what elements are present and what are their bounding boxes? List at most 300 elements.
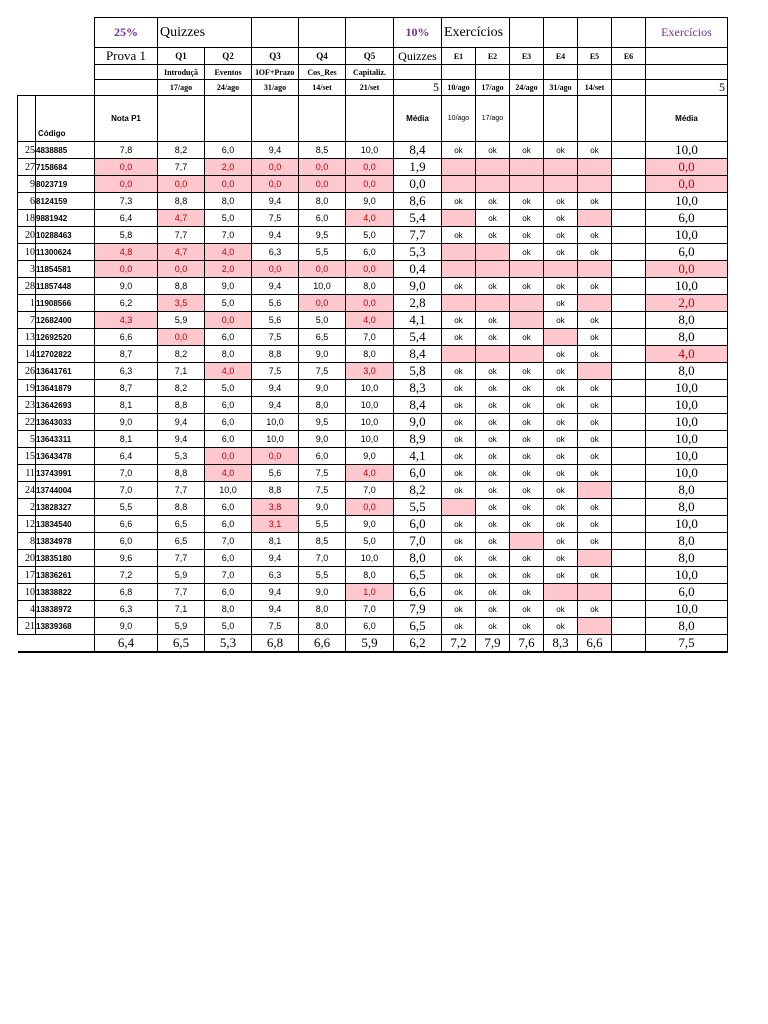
- e1-label: E1: [442, 48, 476, 65]
- quiz-grade: 0,0: [205, 448, 252, 465]
- exercise-average: 8,0: [646, 533, 728, 550]
- student-code: 12692520: [36, 329, 95, 346]
- quiz-grade: 6,0: [205, 550, 252, 567]
- quiz-grade: 8,0: [299, 397, 346, 414]
- exercise-status: ok: [544, 516, 578, 533]
- student-code: 13834978: [36, 533, 95, 550]
- exercise-status: [510, 346, 544, 363]
- quiz-grade: 8,8: [158, 193, 205, 210]
- blank: [346, 96, 394, 142]
- exercise-status-e6: [612, 176, 646, 193]
- quiz-grade: 0,0: [299, 261, 346, 278]
- quiz-grade: 1,0: [346, 584, 394, 601]
- student-code: 13743991: [36, 465, 95, 482]
- blank: [510, 96, 544, 142]
- exercise-status-e6: [612, 142, 646, 159]
- blank: [544, 65, 578, 80]
- prova1-grade: 0,0: [95, 261, 158, 278]
- quiz-grade: 5,0: [205, 210, 252, 227]
- table-row: [18, 414, 728, 431]
- exercise-status: [476, 261, 510, 278]
- exercise-status: ok: [544, 193, 578, 210]
- blank: [612, 80, 646, 96]
- student-code: 13835180: [36, 550, 95, 567]
- quiz-grade: 7,0: [346, 329, 394, 346]
- blank: [36, 48, 95, 65]
- exercise-status: [544, 261, 578, 278]
- quiz-grade: 9,5: [299, 414, 346, 431]
- exercise-status: ok: [544, 397, 578, 414]
- exercise-status-e6: [612, 516, 646, 533]
- quiz-average: 4,1: [394, 448, 442, 465]
- header-blank: [252, 18, 299, 48]
- exercise-status: ok: [544, 210, 578, 227]
- quiz-grade: 9,0: [346, 193, 394, 210]
- exercise-status: ok: [476, 448, 510, 465]
- q1-topic: Introduçã: [158, 65, 205, 80]
- exercise-status: ok: [544, 601, 578, 618]
- quiz-grade: 6,0: [346, 244, 394, 261]
- quiz-grade: 0,0: [158, 176, 205, 193]
- exercise-status: [442, 499, 476, 516]
- quiz-grade: 7,0: [205, 567, 252, 584]
- exercise-status: ok: [544, 278, 578, 295]
- exercise-status: ok: [476, 550, 510, 567]
- quiz-grade: 10,0: [346, 431, 394, 448]
- exercise-status: ok: [578, 397, 612, 414]
- quiz-grade: 0,0: [158, 329, 205, 346]
- quiz-average: 9,0: [394, 278, 442, 295]
- quiz-grade: 8,0: [299, 618, 346, 635]
- quiz-grade: 6,3: [252, 244, 299, 261]
- quiz-grade: 10,0: [346, 380, 394, 397]
- quiz-grade: 10,0: [252, 431, 299, 448]
- quiz-grade: 7,0: [205, 227, 252, 244]
- prova1-grade: 9,0: [95, 618, 158, 635]
- blank: [18, 96, 36, 142]
- quiz-grade: 8,8: [158, 397, 205, 414]
- prova1-grade: 6,8: [95, 584, 158, 601]
- quiz-grade: 0,0: [346, 176, 394, 193]
- exercise-average: 2,0: [646, 295, 728, 312]
- quiz-grade: 7,1: [158, 601, 205, 618]
- exercise-status: ok: [442, 363, 476, 380]
- quiz-grade: 9,0: [346, 448, 394, 465]
- quiz-average: 7,7: [394, 227, 442, 244]
- quiz-grade: 0,0: [299, 176, 346, 193]
- exercise-status: [544, 159, 578, 176]
- blank: [158, 96, 205, 142]
- blank: [510, 65, 544, 80]
- prova1-grade: 5,5: [95, 499, 158, 516]
- avg-e4: 8,3: [544, 635, 578, 653]
- exercise-status: ok: [578, 431, 612, 448]
- exercise-status: ok: [578, 516, 612, 533]
- exercise-status: ok: [510, 618, 544, 635]
- student-code: 13643033: [36, 414, 95, 431]
- exercise-average: 10,0: [646, 431, 728, 448]
- quiz-grade: 9,4: [158, 414, 205, 431]
- quiz-grade: 8,0: [205, 601, 252, 618]
- exercise-status-e6: [612, 261, 646, 278]
- row-index: 3: [18, 261, 36, 278]
- quiz-average: 8,6: [394, 193, 442, 210]
- row-index: 12: [18, 516, 36, 533]
- quiz-grade: 8,8: [158, 499, 205, 516]
- exercise-status-e6: [612, 159, 646, 176]
- quiz-average: 5,8: [394, 363, 442, 380]
- quiz-weight: 25%: [95, 18, 158, 48]
- quiz-grade: 5,3: [158, 448, 205, 465]
- quiz-grade: 9,4: [252, 142, 299, 159]
- prova1-grade: 5,8: [95, 227, 158, 244]
- prova1-grade: 7,0: [95, 482, 158, 499]
- avg-q4: 6,6: [299, 635, 346, 653]
- row-index: 1: [18, 295, 36, 312]
- quiz-average: 4,1: [394, 312, 442, 329]
- exercise-status: ok: [544, 380, 578, 397]
- quiz-grade: 8,8: [252, 346, 299, 363]
- quiz-grade: 4,7: [158, 244, 205, 261]
- quiz-grade: 4,0: [205, 465, 252, 482]
- row-index: 24: [18, 482, 36, 499]
- row-index: 27: [18, 159, 36, 176]
- prova1-grade: 6,6: [95, 329, 158, 346]
- exercise-status: ok: [476, 210, 510, 227]
- exercise-status: [544, 584, 578, 601]
- exercise-status: ok: [578, 329, 612, 346]
- prova1-label: Prova 1: [95, 48, 158, 65]
- row-index: 14: [18, 346, 36, 363]
- q4-date: 14/set: [299, 80, 346, 96]
- exercise-average: 6,0: [646, 244, 728, 261]
- row-index: 15: [18, 448, 36, 465]
- exercise-status-e6: [612, 244, 646, 261]
- table-row: [18, 312, 728, 329]
- q5-label: Q5: [346, 48, 394, 65]
- q1-label: Q1: [158, 48, 205, 65]
- exercise-average: 8,0: [646, 550, 728, 567]
- blank: [18, 48, 36, 65]
- exercise-status: [510, 261, 544, 278]
- e6-label: E6: [612, 48, 646, 65]
- prova1-grade: 9,0: [95, 278, 158, 295]
- header-blank: [578, 18, 612, 48]
- quiz-grade: 9,5: [299, 227, 346, 244]
- exercise-status-e6: [612, 278, 646, 295]
- exercise-status: ok: [510, 567, 544, 584]
- blank: [442, 65, 476, 80]
- media-header: Média: [394, 96, 442, 142]
- exercise-average: 6,0: [646, 210, 728, 227]
- quiz-grade: 8,0: [205, 346, 252, 363]
- student-code: 13744004: [36, 482, 95, 499]
- exercise-status: ok: [476, 142, 510, 159]
- student-code: 13641761: [36, 363, 95, 380]
- exercise-status-e6: [612, 601, 646, 618]
- exercise-status: [578, 618, 612, 635]
- table-row: [18, 380, 728, 397]
- student-code: 8124159: [36, 193, 95, 210]
- exercise-status: ok: [544, 533, 578, 550]
- q5-date: 21/set: [346, 80, 394, 96]
- table-row: [18, 346, 728, 363]
- student-code: 11854581: [36, 261, 95, 278]
- quiz-grade: 6,0: [205, 499, 252, 516]
- exercise-status: ok: [442, 516, 476, 533]
- quiz-grade: 7,0: [346, 482, 394, 499]
- exercise-status: ok: [578, 601, 612, 618]
- quiz-grade: 5,0: [205, 618, 252, 635]
- exercise-status-e6: [612, 363, 646, 380]
- exercise-status: ok: [544, 227, 578, 244]
- prova1-grade: 6,4: [95, 210, 158, 227]
- exercise-status: ok: [510, 448, 544, 465]
- blank: [612, 635, 646, 653]
- exercise-status: ok: [544, 244, 578, 261]
- row-index: 20: [18, 227, 36, 244]
- exercise-average: 10,0: [646, 278, 728, 295]
- quiz-grade: 9,4: [252, 397, 299, 414]
- quiz-grade: 9,0: [299, 346, 346, 363]
- row-index: 17: [18, 567, 36, 584]
- row-index: 6: [18, 193, 36, 210]
- exercise-average: 8,0: [646, 499, 728, 516]
- quiz-grade: 8,2: [158, 380, 205, 397]
- prova1-grade: 6,4: [95, 448, 158, 465]
- quiz-average: 9,0: [394, 414, 442, 431]
- exercise-average: 10,0: [646, 567, 728, 584]
- blank: [252, 96, 299, 142]
- exercise-status: ok: [476, 193, 510, 210]
- quiz-grade: 6,3: [252, 567, 299, 584]
- exercise-status: [578, 295, 612, 312]
- q4-label: Q4: [299, 48, 346, 65]
- exercise-average: 6,0: [646, 584, 728, 601]
- quiz-grade: 8,0: [346, 567, 394, 584]
- exercise-status: ok: [578, 346, 612, 363]
- quiz-grade: 6,0: [299, 210, 346, 227]
- quiz-grade: 3,8: [252, 499, 299, 516]
- exercise-status: [544, 176, 578, 193]
- exercise-status: [476, 346, 510, 363]
- exercise-status: ok: [476, 465, 510, 482]
- student-code: 9881942: [36, 210, 95, 227]
- exercise-status: ok: [510, 516, 544, 533]
- e4-label: E4: [544, 48, 578, 65]
- quiz-grade: 6,0: [346, 618, 394, 635]
- quiz-grade: 4,0: [346, 312, 394, 329]
- quiz-grade: 6,5: [299, 329, 346, 346]
- exercise-status: ok: [510, 278, 544, 295]
- quiz-grade: 0,0: [252, 448, 299, 465]
- table-row: [18, 601, 728, 618]
- exercise-status: ok: [442, 380, 476, 397]
- quiz-grade: 3,1: [252, 516, 299, 533]
- exercise-status: ok: [544, 312, 578, 329]
- exercise-average: 8,0: [646, 363, 728, 380]
- exercise-status: [442, 210, 476, 227]
- quiz-grade: 7,0: [205, 533, 252, 550]
- e4-date: 31/ago: [544, 80, 578, 96]
- quiz-grade: 7,7: [158, 584, 205, 601]
- quiz-grade: 9,4: [252, 550, 299, 567]
- quiz-grade: 0,0: [205, 312, 252, 329]
- exercise-status: ok: [476, 482, 510, 499]
- corner-cell: [18, 18, 36, 48]
- exercise-status: [578, 363, 612, 380]
- table-row: [18, 567, 728, 584]
- avg-q5: 5,9: [346, 635, 394, 653]
- exercise-status: ok: [544, 618, 578, 635]
- row-index: 10: [18, 584, 36, 601]
- e2-date: 17/ago: [476, 80, 510, 96]
- quiz-average: 6,5: [394, 618, 442, 635]
- exercise-status: ok: [578, 312, 612, 329]
- exercise-status: ok: [544, 550, 578, 567]
- quiz-grade: 8,0: [346, 346, 394, 363]
- quiz-grade: 6,0: [205, 414, 252, 431]
- avg-q3: 6,8: [252, 635, 299, 653]
- row-index: 8: [18, 533, 36, 550]
- table-row: [18, 142, 728, 159]
- exercise-status: ok: [510, 601, 544, 618]
- quiz-grade: 10,0: [346, 142, 394, 159]
- quiz-grade: 8,5: [299, 533, 346, 550]
- table-row: [18, 210, 728, 227]
- ex-count: 5: [646, 80, 728, 96]
- quiz-grade: 6,0: [205, 329, 252, 346]
- exercise-status: ok: [578, 244, 612, 261]
- quiz-average: 0,0: [394, 176, 442, 193]
- quiz-grade: 7,5: [299, 465, 346, 482]
- quiz-average: 8,4: [394, 346, 442, 363]
- exercise-status-e6: [612, 346, 646, 363]
- quiz-grade: 5,0: [205, 295, 252, 312]
- row-index: 28: [18, 278, 36, 295]
- quiz-grade: 9,0: [205, 278, 252, 295]
- avg-e1: 7,2: [442, 635, 476, 653]
- exercise-status: [442, 159, 476, 176]
- exercise-status-e6: [612, 499, 646, 516]
- student-code: 13834540: [36, 516, 95, 533]
- exercise-status: [578, 176, 612, 193]
- quiz-average: 5,4: [394, 329, 442, 346]
- student-code: 13828327: [36, 499, 95, 516]
- row-index: 7: [18, 312, 36, 329]
- quiz-grade: 9,0: [299, 431, 346, 448]
- prova1-grade: 0,0: [95, 176, 158, 193]
- quiz-grade: 8,8: [252, 482, 299, 499]
- exercise-status: ok: [442, 550, 476, 567]
- prova1-grade: 7,8: [95, 142, 158, 159]
- row-index: 5: [18, 431, 36, 448]
- prova1-grade: 9,0: [95, 414, 158, 431]
- quiz-grade: 5,9: [158, 618, 205, 635]
- table-row: [18, 278, 728, 295]
- prova1-grade: 8,7: [95, 380, 158, 397]
- quiz-grade: 5,5: [299, 516, 346, 533]
- quiz-average: 8,4: [394, 142, 442, 159]
- quiz-grade: 7,7: [158, 159, 205, 176]
- row-index: 25: [18, 142, 36, 159]
- quiz-grade: 5,0: [205, 380, 252, 397]
- quiz-grade: 0,0: [299, 159, 346, 176]
- blank: [476, 65, 510, 80]
- student-rows: [18, 142, 728, 635]
- quiz-grade: 7,0: [346, 601, 394, 618]
- table-row: [18, 176, 728, 193]
- prova1-grade: 9,6: [95, 550, 158, 567]
- exercise-status: ok: [578, 380, 612, 397]
- quiz-grade: 0,0: [252, 261, 299, 278]
- exercise-status: ok: [510, 227, 544, 244]
- exercise-average: 10,0: [646, 414, 728, 431]
- quiz-grade: 5,5: [299, 567, 346, 584]
- table-row: [18, 159, 728, 176]
- quiz-grade: 7,5: [252, 210, 299, 227]
- exercise-status: ok: [544, 465, 578, 482]
- exercise-status: [510, 176, 544, 193]
- quiz-grade: 7,5: [252, 329, 299, 346]
- table-row: [18, 363, 728, 380]
- exercise-average: 4,0: [646, 346, 728, 363]
- exercise-status: [544, 329, 578, 346]
- e1-date: 10/ago: [442, 80, 476, 96]
- exercise-status: [476, 244, 510, 261]
- table-row: [18, 193, 728, 210]
- quiz-grade: 0,0: [346, 295, 394, 312]
- exercise-status: [510, 295, 544, 312]
- exercise-status-e6: [612, 482, 646, 499]
- avg-e2: 7,9: [476, 635, 510, 653]
- prova1-grade: 7,2: [95, 567, 158, 584]
- exercise-status: ok: [442, 431, 476, 448]
- exercise-status: ok: [442, 414, 476, 431]
- quiz-grade: 9,4: [252, 227, 299, 244]
- exercise-status: ok: [510, 465, 544, 482]
- student-code: 13839368: [36, 618, 95, 635]
- exercise-average: 8,0: [646, 618, 728, 635]
- quiz-average: 8,2: [394, 482, 442, 499]
- quiz-grade: 9,0: [299, 499, 346, 516]
- quiz-grade: 9,0: [299, 380, 346, 397]
- student-code: 13643311: [36, 431, 95, 448]
- quiz-grade: 5,6: [252, 295, 299, 312]
- exercise-status: [476, 176, 510, 193]
- exercise-status: ok: [442, 465, 476, 482]
- prova1-grade: 4,8: [95, 244, 158, 261]
- exercise-status: ok: [510, 210, 544, 227]
- quiz-average: 6,5: [394, 567, 442, 584]
- blank: [95, 80, 158, 96]
- table-row: [18, 261, 728, 278]
- quiz-grade: 9,0: [299, 584, 346, 601]
- exercise-status: [578, 550, 612, 567]
- quiz-grade: 6,0: [205, 584, 252, 601]
- exercise-status: [578, 210, 612, 227]
- header-blank: [544, 18, 578, 48]
- quiz-grade: 8,8: [158, 278, 205, 295]
- blank: [299, 96, 346, 142]
- prova1-grade: 6,3: [95, 601, 158, 618]
- quiz-grade: 4,0: [346, 465, 394, 482]
- q2-topic: Eventos: [205, 65, 252, 80]
- quiz-grade: 6,0: [205, 142, 252, 159]
- quiz-grade: 9,4: [252, 380, 299, 397]
- quiz-average: 8,3: [394, 380, 442, 397]
- prova1-grade: 4,3: [95, 312, 158, 329]
